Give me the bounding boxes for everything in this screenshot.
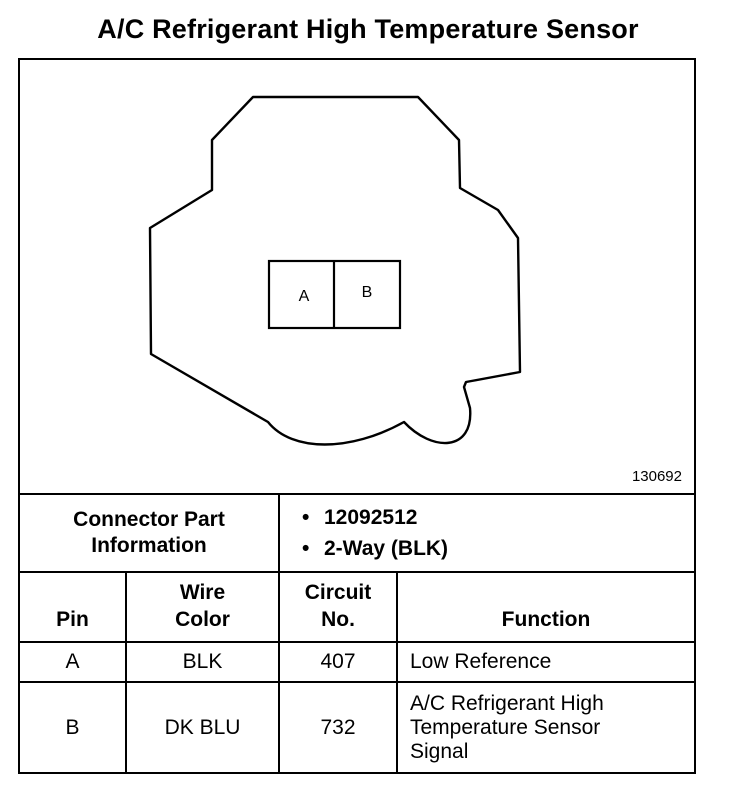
header-wire-color <box>126 572 279 642</box>
wire-color-cell: DK BLU <box>126 682 279 772</box>
table-row <box>20 642 694 682</box>
wire-color-cell: BLK <box>126 642 279 682</box>
cavity-label-a: A <box>298 288 310 305</box>
function-cell <box>397 642 694 682</box>
table-row <box>20 682 694 772</box>
header-wire-line2: Color <box>175 608 230 631</box>
function-line: Temperature Sensor <box>410 715 601 739</box>
pin-cell: B <box>20 682 126 772</box>
connector-info-list <box>279 495 694 572</box>
function-line: A/C Refrigerant High <box>410 691 604 715</box>
connector-diagram <box>20 60 694 494</box>
connector-info-label-line2: Information <box>91 534 207 557</box>
header-function-label: Function <box>501 608 591 631</box>
connector-face-drawing <box>20 60 694 494</box>
connector-type: • 2-Way (BLK) <box>324 533 694 564</box>
connector-info-row <box>20 495 694 572</box>
function-cell <box>397 682 694 772</box>
figure-number: 130692 <box>631 468 682 485</box>
header-wire-line1: Wire <box>179 581 226 604</box>
pin-cell: A <box>20 642 126 682</box>
header-circuit <box>279 572 397 642</box>
connector-info-label <box>20 495 279 572</box>
header-pin-label: Pin <box>56 608 89 631</box>
part-number: • 12092512 <box>324 502 694 533</box>
header-pin <box>20 572 126 642</box>
pinout-table <box>20 495 694 772</box>
page-title: A/C Refrigerant High Temperature Sensor <box>97 14 639 44</box>
circuit-cell: 407 <box>279 642 397 682</box>
function-line: Signal <box>410 739 469 763</box>
header-circuit-line1: Circuit <box>304 581 372 604</box>
header-circuit-line2: No. <box>321 608 355 631</box>
header-function <box>397 572 694 642</box>
function-line: Low Reference <box>410 650 552 673</box>
circuit-cell: 732 <box>279 682 397 772</box>
cavity-label-b: B <box>361 284 373 301</box>
header-row <box>20 572 694 642</box>
connector-sheet <box>18 58 696 774</box>
connector-info-label-line1: Connector Part <box>73 508 225 531</box>
